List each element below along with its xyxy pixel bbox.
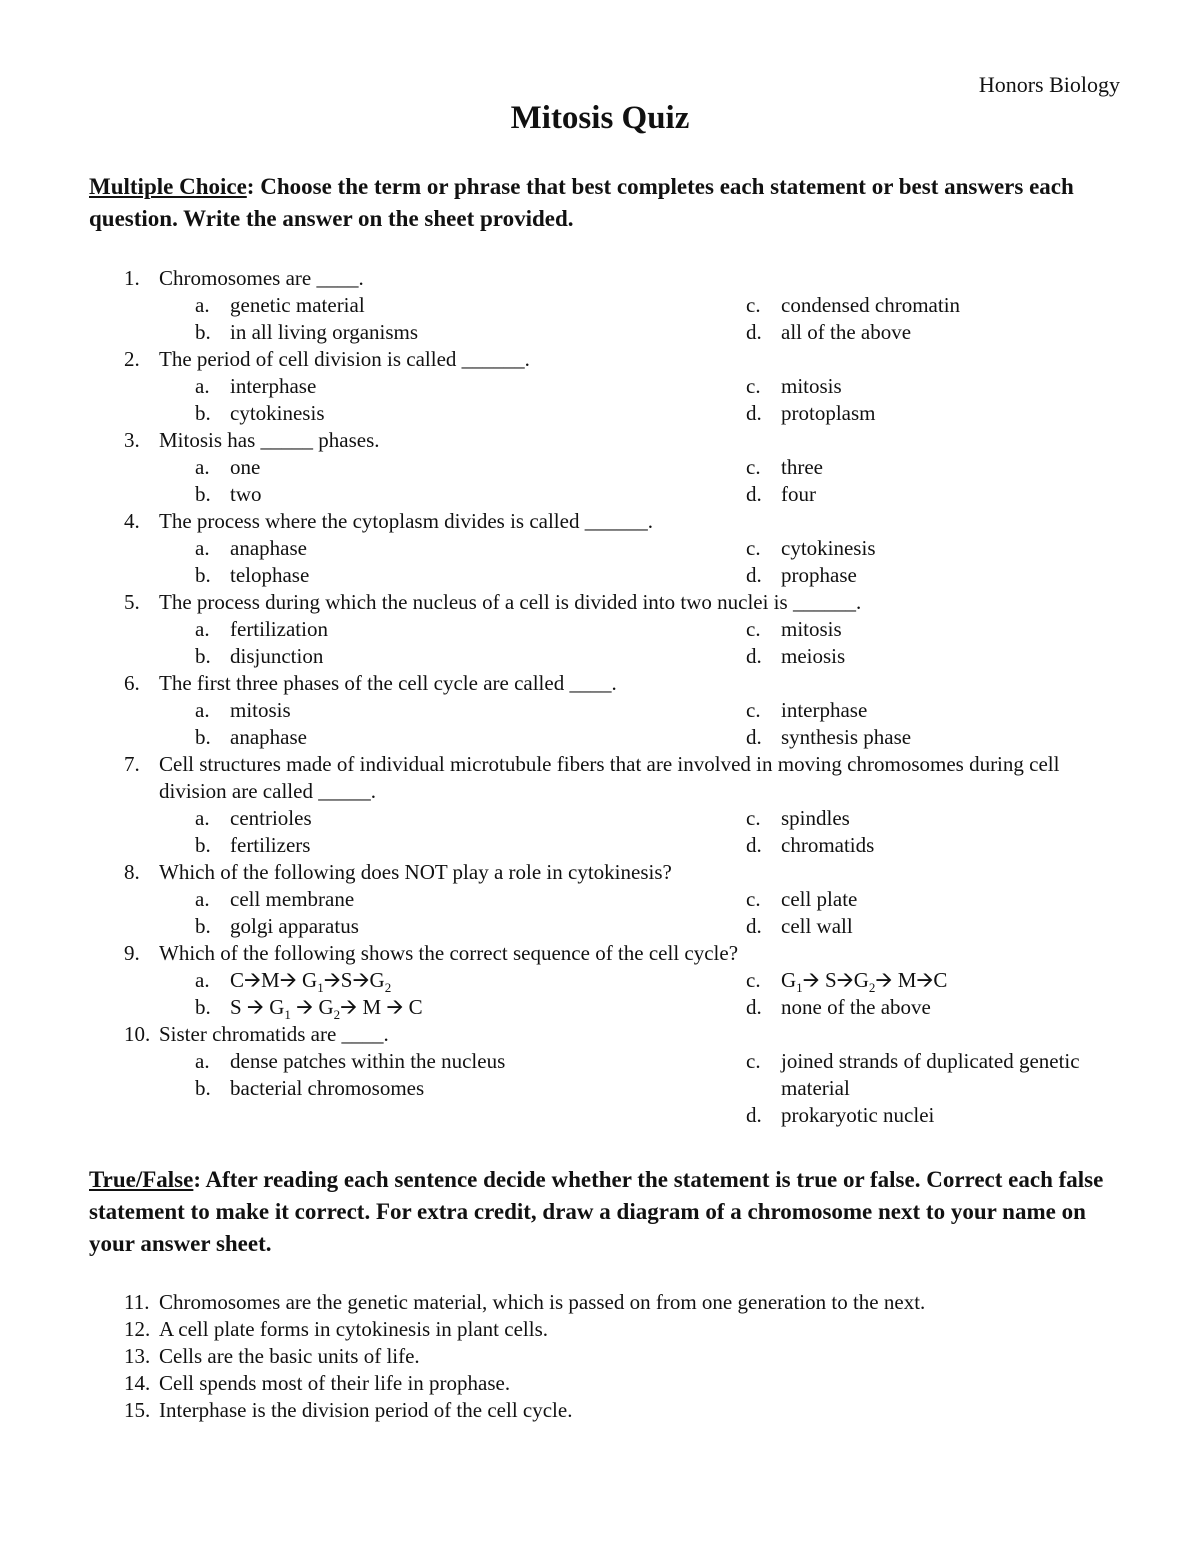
- statement-number: 14.: [124, 1371, 151, 1395]
- option-row: [0, 373, 1200, 400]
- option-letter: a.: [195, 968, 210, 992]
- subscript: 1: [317, 980, 324, 996]
- option-letter: d.: [746, 995, 762, 1019]
- question-line: [0, 346, 1200, 373]
- option-row: [0, 724, 1200, 751]
- option-letter: c.: [746, 887, 761, 911]
- option-letter: b.: [195, 995, 211, 1019]
- option-row: [0, 805, 1200, 832]
- question-1: [0, 265, 1200, 346]
- option-text: disjunction: [230, 644, 324, 668]
- option-row: [0, 913, 1200, 940]
- option-row: [0, 400, 1200, 427]
- option-letter: c.: [746, 968, 761, 992]
- option-text: cell membrane: [230, 887, 355, 911]
- statement-15: [0, 1397, 1200, 1424]
- option-letter: c.: [746, 536, 761, 560]
- true-false-label: True/False: [89, 1167, 194, 1192]
- question-number: 3.: [124, 428, 140, 452]
- option-letter: a.: [195, 455, 210, 479]
- option-letter: a.: [195, 887, 210, 911]
- option-letter: a.: [195, 698, 210, 722]
- option-letter: d.: [746, 644, 762, 668]
- question-line: [0, 1021, 1200, 1048]
- option-text: one: [230, 455, 261, 479]
- question-number: 9.: [124, 941, 140, 965]
- multiple-choice-questions: [0, 265, 1200, 1129]
- option-text: fertilizers: [230, 833, 311, 857]
- option-text: telophase: [230, 563, 310, 587]
- question-3: [0, 427, 1200, 508]
- option-letter: c.: [746, 293, 761, 317]
- option-letter: d.: [746, 833, 762, 857]
- option-text: mitosis: [781, 374, 842, 398]
- question-text: The period of cell division is called ______.: [159, 347, 530, 371]
- option-row: [0, 994, 1200, 1021]
- question-number: 2.: [124, 347, 140, 371]
- statement-text: Cells are the basic units of life.: [159, 1344, 420, 1368]
- question-line: [0, 940, 1200, 967]
- option-text: all of the above: [781, 320, 912, 344]
- multiple-choice-label: Multiple Choice: [89, 174, 247, 199]
- option-letter: d.: [746, 725, 762, 749]
- question-number: 10.: [124, 1022, 151, 1046]
- option-letter: b.: [195, 482, 211, 506]
- question-10: [0, 1021, 1200, 1129]
- option-letter: b.: [195, 401, 211, 425]
- option-text: $G_1🡪$ $S🡪G_2🡪$ M🡪C: [781, 968, 948, 996]
- option-row: [0, 454, 1200, 481]
- option-row: [0, 967, 1200, 994]
- question-text: Mitosis has _____ phases.: [159, 428, 380, 452]
- option-text: spindles: [781, 806, 850, 830]
- option-text: three: [781, 455, 823, 479]
- option-text: dense patches within the nucleus: [230, 1049, 506, 1073]
- option-row: [0, 562, 1200, 589]
- option-text: protoplasm: [781, 401, 876, 425]
- option-letter: a.: [195, 806, 210, 830]
- option-text: chromatids: [781, 833, 875, 857]
- subscript: 2: [384, 980, 392, 996]
- question-text: Chromosomes are ____.: [159, 266, 364, 290]
- option-text: cytokinesis: [781, 536, 876, 560]
- option-letter: c.: [746, 455, 761, 479]
- question-line: [0, 859, 1200, 886]
- statement-number: 11.: [124, 1290, 150, 1314]
- question-number: 8.: [124, 860, 140, 884]
- option-letter: b.: [195, 320, 211, 344]
- option-text: anaphase: [230, 725, 307, 749]
- true-false-instructions: True/False: After reading each sentence decide whether the statement is true or false. Correct each false statement to make it correct. For extra credit, draw a diagram of a chromosome next to your name on your answer sheet.: [89, 1167, 1104, 1256]
- true-false-statements: [0, 1289, 1200, 1424]
- option-text: none of the above: [781, 995, 931, 1019]
- subscript: 2: [868, 980, 876, 996]
- question-text: Sister chromatids are ____.: [159, 1022, 389, 1046]
- statement-number: 13.: [124, 1344, 151, 1368]
- question-number: 5.: [124, 590, 140, 614]
- option-letter: b.: [195, 914, 211, 938]
- question-line: [0, 751, 1200, 805]
- option-letter: b.: [195, 1076, 211, 1100]
- option-text: anaphase: [230, 536, 307, 560]
- question-text: The process where the cytoplasm divides is called ______.: [159, 509, 653, 533]
- multiple-choice-instructions: Multiple Choice: Choose the term or phrase that best completes each statement or best answers each question. Write the answer on the sheet provided.: [89, 174, 1074, 231]
- question-6: [0, 670, 1200, 751]
- question-line: [0, 427, 1200, 454]
- question-2: [0, 346, 1200, 427]
- multiple-choice-instruction-text: Choose the term or phrase that best completes each statement or best answers each question. Write the answer on the sheet provided.: [89, 174, 1074, 231]
- option-letter: b.: [195, 563, 211, 587]
- question-line: [0, 265, 1200, 292]
- option-text: bacterial chromosomes: [230, 1076, 425, 1100]
- statement-text: A cell plate forms in cytokinesis in plant cells.: [159, 1317, 549, 1341]
- option-letter: d.: [746, 563, 762, 587]
- statement-text: Chromosomes are the genetic material, which is passed on from one generation to the next.: [159, 1290, 926, 1314]
- option-row: [0, 292, 1200, 319]
- option-letter: c.: [746, 617, 761, 641]
- option-row: [0, 1102, 1200, 1129]
- statement-text: Cell spends most of their life in prophase.: [159, 1371, 511, 1395]
- subscript: 2: [333, 1007, 341, 1023]
- question-9: [0, 940, 1200, 1021]
- option-text: cell plate: [781, 887, 858, 911]
- question-line: [0, 508, 1200, 535]
- option-text: meiosis: [781, 644, 846, 668]
- option-letter: a.: [195, 617, 210, 641]
- option-row: [0, 535, 1200, 562]
- option-text: two: [230, 482, 262, 506]
- option-letter: c.: [746, 806, 761, 830]
- option-letter: b.: [195, 833, 211, 857]
- option-text: cell wall: [781, 914, 853, 938]
- option-text: in all living organisms: [230, 320, 419, 344]
- option-text: joined strands of duplicated genetic material: [781, 1049, 1080, 1100]
- option-text: prokaryotic nuclei: [781, 1103, 935, 1127]
- option-letter: a.: [195, 374, 210, 398]
- option-text: interphase: [781, 698, 868, 722]
- option-letter: d.: [746, 320, 762, 344]
- option-letter: b.: [195, 644, 211, 668]
- option-row: [0, 832, 1200, 859]
- statement-number: 15.: [124, 1398, 151, 1422]
- question-8: [0, 859, 1200, 940]
- question-text: The process during which the nucleus of a cell is divided into two nuclei is ______.: [159, 590, 862, 614]
- option-text: S 🡪 $G_1$ 🡪 $G_2🡪$ M 🡪 C: [230, 995, 423, 1023]
- option-text: genetic material: [230, 293, 365, 317]
- statement-text: Interphase is the division period of the cell cycle.: [159, 1398, 573, 1422]
- question-text: The first three phases of the cell cycle are called ____.: [159, 671, 617, 695]
- subscript: 1: [796, 980, 803, 996]
- option-letter: b.: [195, 725, 211, 749]
- option-row: [0, 319, 1200, 346]
- option-letter: a.: [195, 1049, 210, 1073]
- question-number: 1.: [124, 266, 140, 290]
- option-text: four: [781, 482, 816, 506]
- question-4: [0, 508, 1200, 589]
- option-row: [0, 643, 1200, 670]
- question-text: Which of the following does NOT play a role in cytokinesis?: [159, 860, 672, 884]
- question-line: [0, 670, 1200, 697]
- statement-14: [0, 1370, 1200, 1397]
- statement-13: [0, 1343, 1200, 1370]
- option-letter: d.: [746, 401, 762, 425]
- option-letter: d.: [746, 914, 762, 938]
- subscript: 1: [284, 1007, 291, 1023]
- statement-11: [0, 1289, 1200, 1316]
- option-text: mitosis: [781, 617, 842, 641]
- option-letter: a.: [195, 536, 210, 560]
- true-false-instruction-text: After reading each sentence decide whether the statement is true or false. Correct each false statement to make it correct. For extra credit, draw a diagram of a chromosome next to your name on your answer sheet.: [89, 1167, 1104, 1256]
- option-text: synthesis phase: [781, 725, 912, 749]
- option-row: [0, 697, 1200, 724]
- option-text: centrioles: [230, 806, 312, 830]
- option-text: fertilization: [230, 617, 328, 641]
- question-text: Which of the following shows the correct sequence of the cell cycle?: [159, 941, 739, 965]
- option-letter: d.: [746, 1103, 762, 1127]
- option-text: prophase: [781, 563, 857, 587]
- question-line: [0, 589, 1200, 616]
- option-text: interphase: [230, 374, 317, 398]
- option-text: cytokinesis: [230, 401, 325, 425]
- page-title: Mitosis Quiz: [510, 100, 690, 136]
- option-text: condensed chromatin: [781, 293, 961, 317]
- question-7: [0, 751, 1200, 859]
- option-text: C🡪M🡪 $G_1🡪S🡪G_2$: [230, 968, 392, 996]
- question-5: [0, 589, 1200, 670]
- option-letter: c.: [746, 698, 761, 722]
- course-name: Honors Biology: [978, 72, 1120, 97]
- question-number: 4.: [124, 509, 140, 533]
- question-text: Cell structures made of individual microtubule fibers that are involved in moving chromosomes during cell division are called _____.: [159, 752, 1060, 803]
- option-letter: c.: [746, 374, 761, 398]
- option-text: golgi apparatus: [230, 914, 359, 938]
- option-letter: a.: [195, 293, 210, 317]
- statement-12: [0, 1316, 1200, 1343]
- option-letter: d.: [746, 482, 762, 506]
- option-letter: c.: [746, 1049, 761, 1073]
- question-number: 6.: [124, 671, 140, 695]
- option-row: [0, 1075, 1200, 1102]
- option-row: [0, 886, 1200, 913]
- option-text: mitosis: [230, 698, 291, 722]
- statement-number: 12.: [124, 1317, 151, 1341]
- option-row: [0, 616, 1200, 643]
- option-row: [0, 481, 1200, 508]
- question-number: 7.: [124, 752, 140, 776]
